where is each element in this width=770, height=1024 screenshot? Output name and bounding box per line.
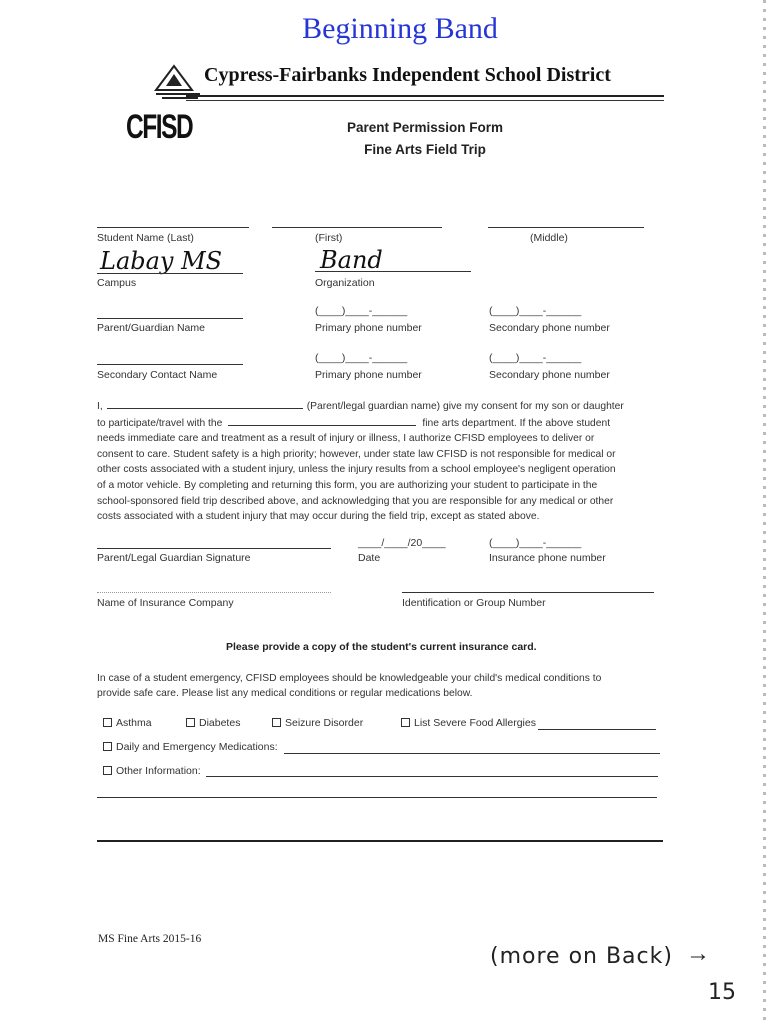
consent-line-8: costs associated with a student injury that may occur during the field trip, except as stated above. (97, 511, 540, 523)
student-middle-label: (Middle) (530, 232, 568, 244)
form-subtitle: Fine Arts Field Trip (364, 142, 486, 157)
consent-line-7: school-sponsored field trip described above, and acknowledging that you are responsible for any medical or other (97, 495, 614, 507)
primary-phone-label-2: Primary phone number (315, 369, 422, 381)
primary-phone-field-2[interactable]: (____)____-______ (315, 352, 408, 364)
campus-line[interactable] (97, 273, 243, 274)
checkbox-icon (186, 718, 195, 727)
student-middle-line[interactable] (488, 227, 644, 228)
student-first-label: (First) (315, 232, 343, 244)
form-code: MS Fine Arts 2015-16 (98, 933, 202, 945)
parent-consent-name-line[interactable] (107, 398, 303, 409)
checkbox-icon (103, 766, 112, 775)
medications-checkbox[interactable]: Daily and Emergency Medications: (103, 741, 278, 753)
header-rule-thin (186, 100, 664, 101)
medications-line[interactable] (284, 753, 660, 754)
consent-line-6: of a motor vehicle. By completing and returning this form, you are authorizing your student to participate in the (97, 479, 598, 491)
secondary-contact-label: Secondary Contact Name (97, 369, 218, 381)
other-info-checkbox[interactable]: Other Information: (103, 765, 201, 777)
campus-label: Campus (97, 277, 137, 289)
consent-line-3: needs immediate care and treatment as a result of injury or illness, I authorize CFISD employees to deliver or (97, 433, 595, 445)
allergies-checkbox[interactable]: List Severe Food Allergies (401, 717, 536, 729)
checkbox-icon (272, 718, 281, 727)
consent-line-1: I, (Parent/legal guardian name) give my consent for my son or daughter (97, 398, 667, 415)
organization-label: Organization (315, 277, 375, 289)
organization-line[interactable] (315, 271, 471, 272)
date-field[interactable]: ____/____/20____ (358, 537, 446, 549)
student-last-label: Student Name (Last) (97, 232, 194, 244)
insurance-company-line[interactable] (97, 592, 331, 593)
campus-value: Labay MS (100, 247, 223, 275)
seizure-checkbox[interactable]: Seizure Disorder (272, 717, 363, 729)
insurance-card-note: Please provide a copy of the student's current insurance card. (226, 641, 537, 653)
signature-line[interactable] (97, 548, 331, 549)
diabetes-checkbox[interactable]: Diabetes (186, 717, 240, 729)
student-first-line[interactable] (272, 227, 442, 228)
form-title: Beginning Band (302, 12, 498, 45)
page-number: 15 (708, 980, 736, 1005)
secondary-phone-label-2: Secondary phone number (489, 369, 610, 381)
allergies-line[interactable] (538, 729, 656, 730)
handwritten-note: (more on Back) (490, 944, 673, 969)
secondary-phone-field[interactable]: (____)____-______ (489, 305, 582, 317)
extra-line-2 (97, 840, 663, 842)
insurance-phone-label: Insurance phone number (489, 552, 606, 564)
consent-paragraph (97, 398, 667, 525)
secondary-phone-label: Secondary phone number (489, 322, 610, 334)
header-rule (186, 95, 664, 97)
parent-name-line[interactable] (97, 318, 243, 319)
primary-phone-field[interactable]: (____)____-______ (315, 305, 408, 317)
primary-phone-label: Primary phone number (315, 322, 422, 334)
secondary-phone-field-2[interactable]: (____)____-______ (489, 352, 582, 364)
form-name: Parent Permission Form (346, 120, 504, 135)
medical-intro-1: In case of a student emergency, CFISD employees should be knowledgeable your child's medical conditions to (97, 673, 602, 684)
student-last-line[interactable] (97, 227, 249, 228)
consent-line-2: to participate/travel with the fine arts department. If the above student (97, 415, 667, 432)
parent-name-label: Parent/Guardian Name (97, 322, 205, 334)
secondary-contact-line[interactable] (97, 364, 243, 365)
consent-line-4: consent to care. Student safety is a high priority; however, under state law CFISD is not responsible for medical or (97, 448, 616, 460)
department-line[interactable] (228, 415, 416, 426)
id-group-line[interactable] (402, 592, 654, 593)
organization-value: Band (320, 246, 383, 274)
other-info-line[interactable] (206, 776, 658, 777)
district-name: Cypress-Fairbanks Independent School District (204, 64, 611, 86)
extra-line-1[interactable] (97, 797, 657, 798)
checkbox-icon (103, 742, 112, 751)
id-group-label: Identification or Group Number (402, 597, 546, 609)
signature-label: Parent/Legal Guardian Signature (97, 552, 251, 564)
insurance-company-label: Name of Insurance Company (97, 597, 234, 609)
consent-line-5: other costs associated with a student injury, unless the injury results from a school employee's negligent operation (97, 464, 616, 476)
checkbox-icon (103, 718, 112, 727)
date-label: Date (358, 552, 381, 564)
checkbox-icon (401, 718, 410, 727)
logo-text: CFISD (126, 108, 193, 146)
asthma-checkbox[interactable]: Asthma (103, 717, 152, 729)
handwritten-arrow-icon: → (686, 940, 710, 967)
medical-intro-2: provide safe care. Please list any medical conditions or regular medications below. (97, 688, 473, 699)
insurance-phone-field[interactable]: (____)____-______ (489, 537, 582, 549)
